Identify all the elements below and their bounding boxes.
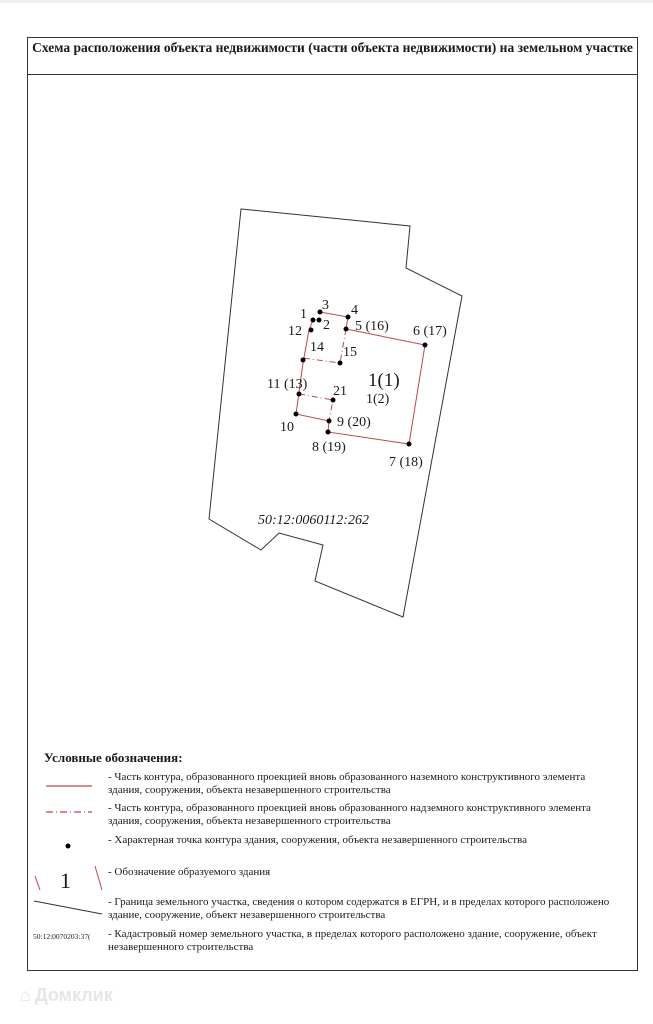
- legend-building-symbol: 1: [60, 868, 71, 893]
- legend-title: Условные обозначения:: [44, 750, 183, 765]
- legend-item-ground-contour: - Часть контура, образованного проекцией вновь образованного наземного конструктивного элемента здания, сооружения, объекта незавершенного строительства: [108, 771, 586, 796]
- legend-building-mark-left-icon: [35, 876, 40, 890]
- legend-point-icon: [66, 844, 71, 849]
- point-label-11: 11 (13): [267, 377, 308, 392]
- point-label-21: 21: [333, 384, 347, 399]
- legend-parcel-border-icon: [34, 901, 102, 914]
- legend-item-point: - Характерная точка контура здания, сооружения, объекта незавершенного строительства: [108, 834, 527, 846]
- building-label-main: 1(1): [368, 370, 400, 391]
- point-label-12: 12: [288, 324, 302, 339]
- point-15: [338, 361, 343, 366]
- parcel-cadastral-number: 50:12:0060112:262: [258, 513, 369, 528]
- point-4: [346, 315, 351, 320]
- parcel-border: [209, 209, 462, 617]
- point-label-6: 6 (17): [413, 324, 447, 339]
- point-label-3: 3: [322, 298, 329, 313]
- legend-item-building: - Обозначение образуемого здания: [108, 866, 271, 878]
- watermark: [20, 985, 113, 1006]
- home-logo-icon: ⌂: [20, 985, 31, 1005]
- point-9: [327, 419, 332, 424]
- point-label-9: 9 (20): [337, 415, 371, 430]
- point-12: [309, 328, 314, 333]
- point-5: [344, 327, 349, 332]
- legend-building-mark-right-icon: [95, 866, 102, 890]
- document-title: Схема расположения объекта недвижимости (части объекта недвижимости) на земельном участке: [27, 37, 638, 75]
- point-10: [294, 412, 299, 417]
- point-label-10: 10: [280, 420, 294, 435]
- point-label-4: 4: [351, 303, 358, 318]
- point-label-15: 15: [343, 345, 357, 360]
- legend-item-cadastral-number: - Кадастровый номер земельного участка, в пределах которого расположено здание, сооружение, объект незавершенного строительства: [108, 928, 597, 953]
- point-label-2: 2: [323, 318, 330, 333]
- point-label-8: 8 (19): [312, 440, 346, 455]
- watermark-text: Домклик: [34, 985, 113, 1005]
- above-ground-contour-2: [299, 394, 333, 421]
- point-11: [297, 392, 302, 397]
- point-label-7: 7 (18): [389, 455, 423, 470]
- point-7: [407, 442, 412, 447]
- point-label-14: 14: [310, 340, 324, 355]
- point-14: [301, 358, 306, 363]
- point-8: [326, 430, 331, 435]
- point-6: [423, 343, 428, 348]
- legend-cadastral-symbol: 50:12:0070203:37(: [33, 932, 91, 941]
- legend-item-above-ground-contour: - Часть контура, образованного проекцией вновь образованного надземного конструктивного элемента здания, сооружения, объекта незавершенного строительства: [108, 802, 591, 827]
- point-label-5: 5 (16): [355, 319, 389, 334]
- point-label-1: 1: [300, 307, 307, 322]
- legend-item-parcel-border: - Граница земельного участка, сведения о котором содержатся в ЕГРН, и в пределах которого расположено здание, сооружение, объект незавершенного строительства: [108, 896, 610, 921]
- point-1: [311, 318, 316, 323]
- point-2: [317, 318, 322, 323]
- building-label-sub: 1(2): [366, 392, 390, 407]
